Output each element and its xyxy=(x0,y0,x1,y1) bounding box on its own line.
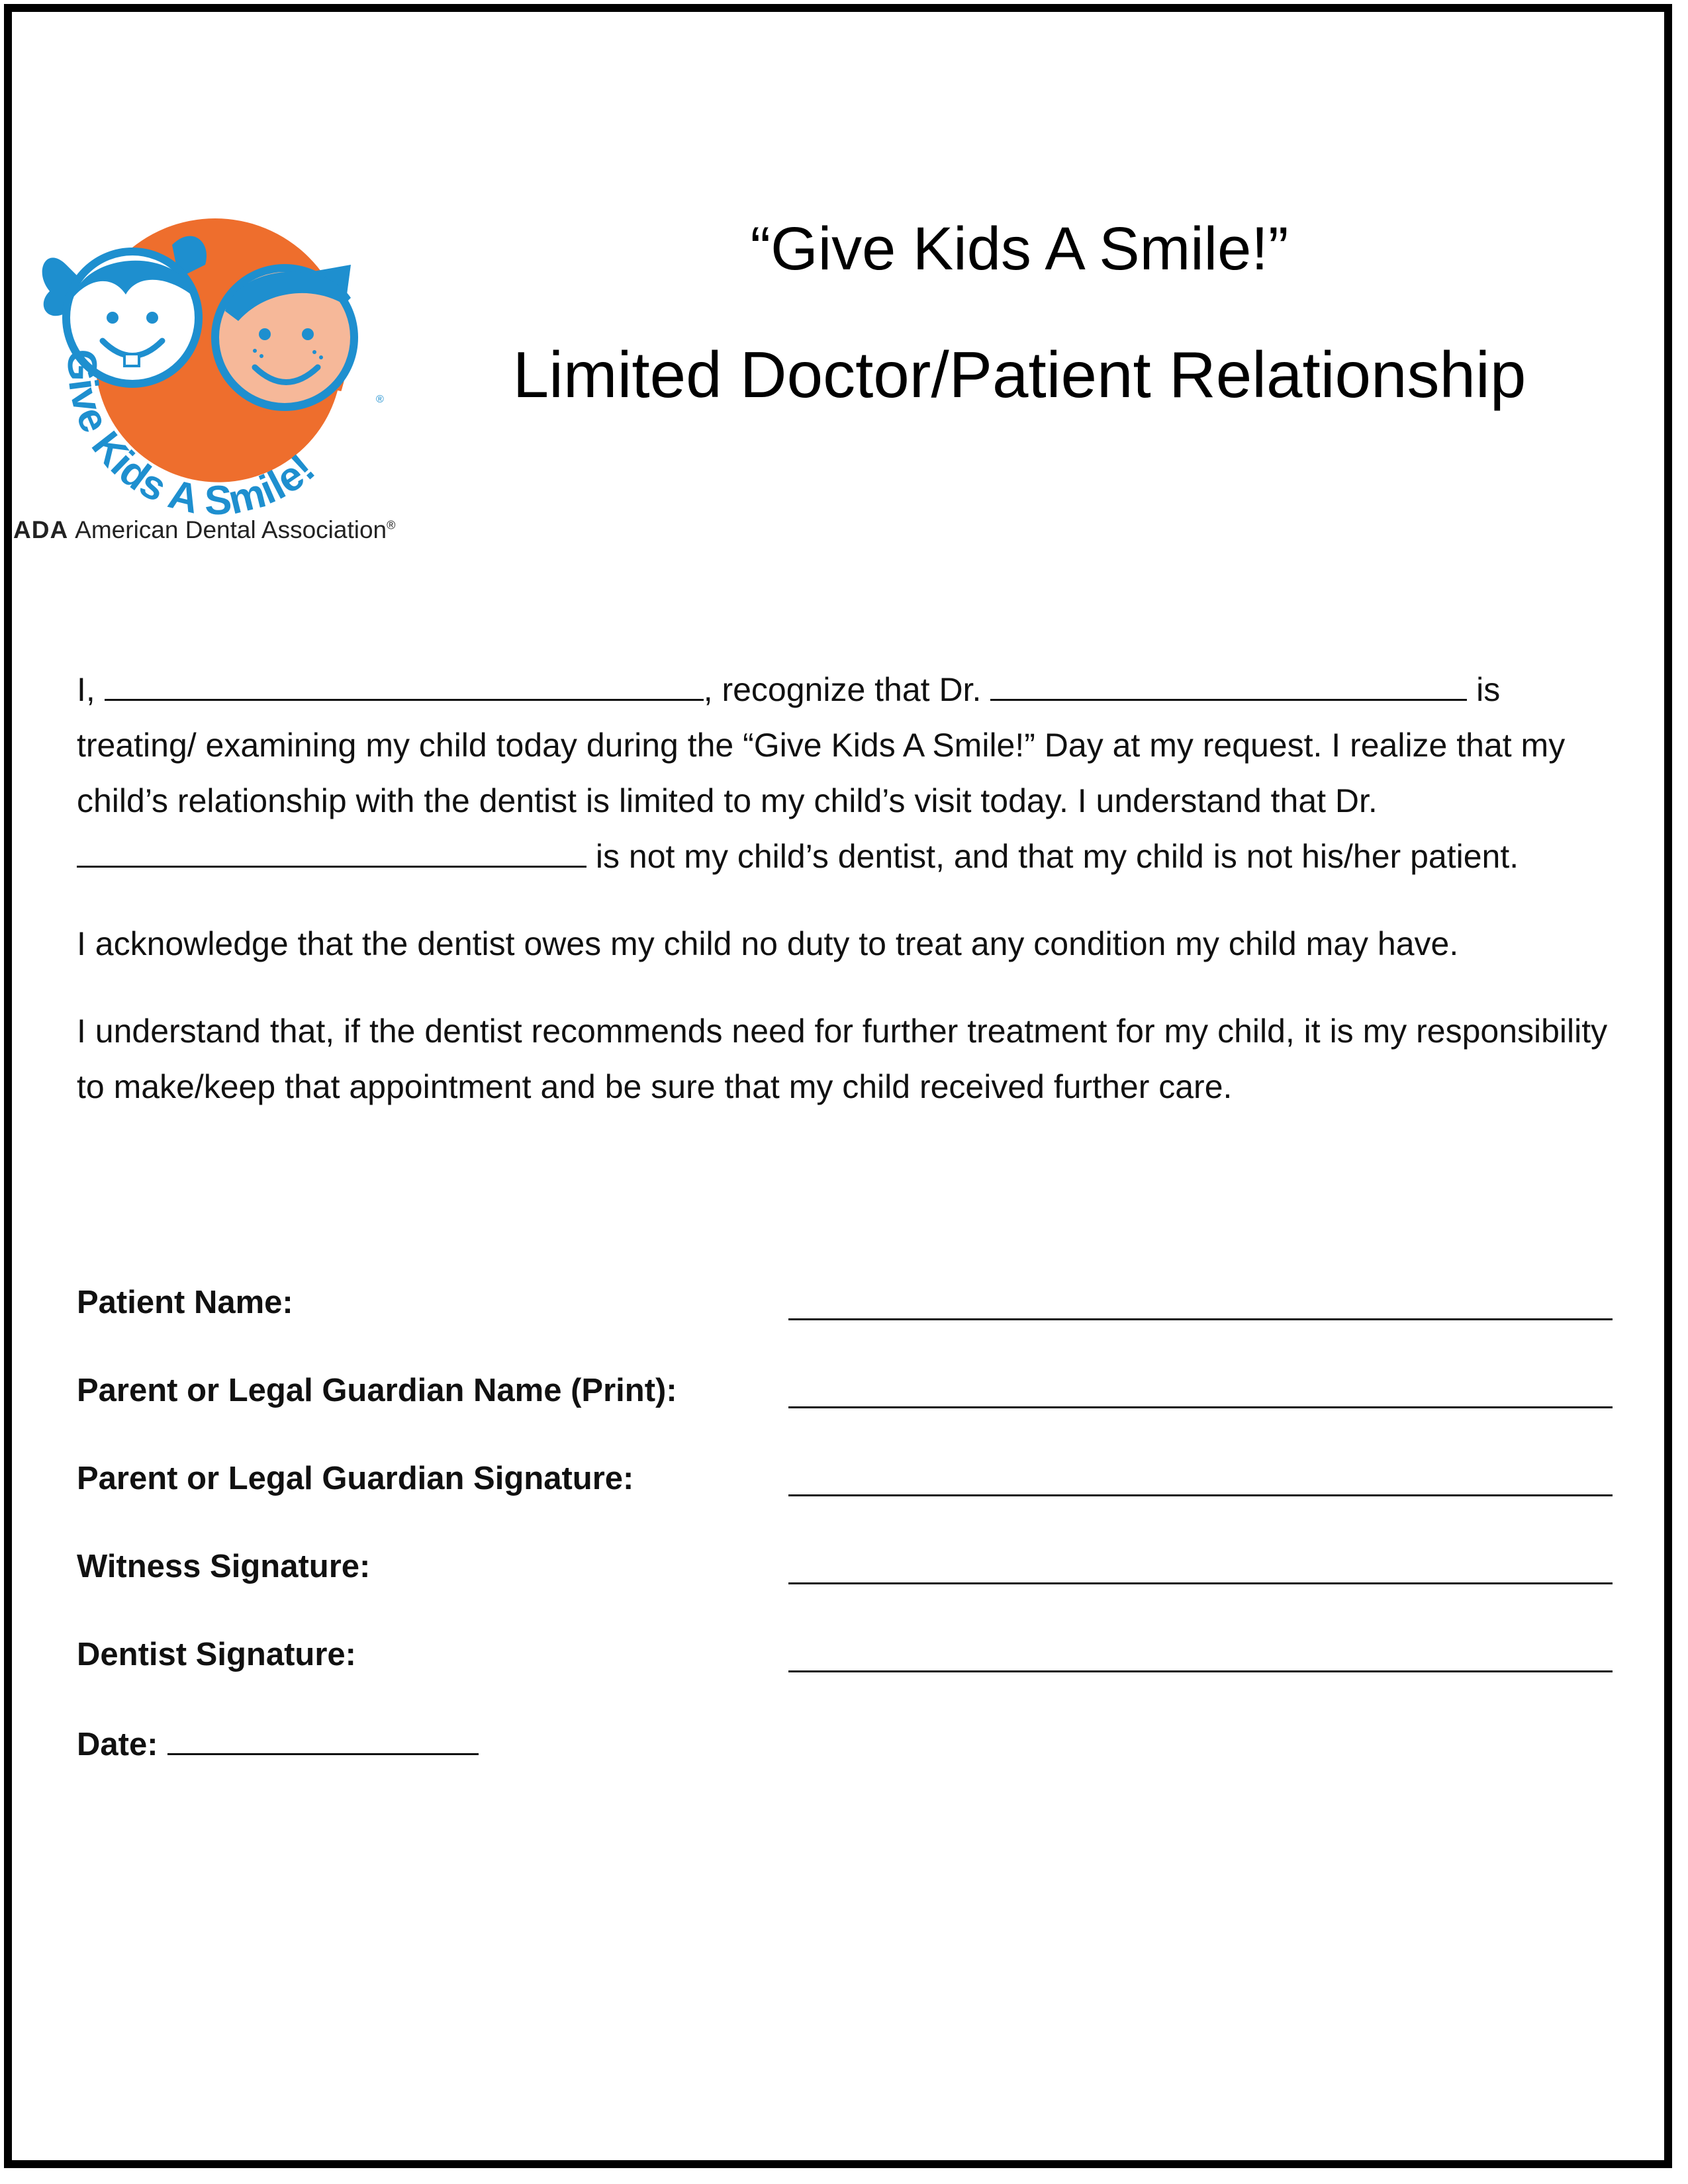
patient-name-label: Patient Name: xyxy=(77,1285,293,1320)
dentist-signature-field[interactable] xyxy=(788,1670,1613,1672)
ada-mark: ADA xyxy=(13,516,69,543)
date-label: Date: xyxy=(77,1727,158,1762)
paragraph-2: I acknowledge that the dentist owes my child no duty to treat any condition my child may have. xyxy=(77,925,1459,962)
guardian-name-blank[interactable] xyxy=(105,668,704,701)
paragraph-3: I understand that, if the dentist recommends need for further treatment for my child, it is my responsibility to make/keep that appointment and be sure that my child received further care. xyxy=(77,1013,1608,1105)
dentist-signature-row xyxy=(77,1636,1613,1724)
witness-signature-label: Witness Signature: xyxy=(77,1549,371,1584)
title-line-1: “Give Kids A Smile!” xyxy=(750,215,1289,283)
ada-wordmark: ADA American Dental Association® xyxy=(13,516,396,543)
witness-signature-row xyxy=(77,1548,1613,1636)
doctor-name-blank-2[interactable] xyxy=(77,835,586,868)
patient-name-row xyxy=(77,1284,1613,1372)
p1-text-a: I, xyxy=(77,671,105,708)
paragraph-1 xyxy=(77,662,1626,884)
ada-org-name: American Dental Association xyxy=(75,516,387,543)
svg-text:®: ® xyxy=(376,394,384,405)
consent-body xyxy=(77,662,1626,1146)
signature-section xyxy=(77,1284,1613,1777)
form-title xyxy=(463,215,1575,411)
p1-text-b: , recognize that Dr. xyxy=(703,671,991,708)
p1-text-d: is not my child’s dentist, and that my child is not his/her patient. xyxy=(586,838,1519,875)
witness-signature-field[interactable] xyxy=(788,1582,1613,1584)
dentist-signature-label: Dentist Signature: xyxy=(77,1637,356,1672)
guardian-signature-row xyxy=(77,1460,1613,1548)
guardian-signature-label: Parent or Legal Guardian Signature: xyxy=(77,1461,634,1496)
title-line-2: Limited Doctor/Patient Relationship xyxy=(512,338,1526,411)
guardian-name-label: Parent or Legal Guardian Name (Print): xyxy=(77,1373,677,1408)
p1-text-c: is treating/ examining my child today during the “Give Kids A Smile!” Day at my request. I realize that my child’s relationship with the dentist is limited to my child’s visit today. I understand that Dr. xyxy=(77,671,1566,819)
kids-smile-logo-icon xyxy=(26,205,397,516)
logo-arc-text: Give Kids A Smile! xyxy=(58,349,324,516)
guardian-signature-field[interactable] xyxy=(788,1494,1613,1496)
date-field[interactable] xyxy=(167,1724,479,1755)
doctor-name-blank[interactable] xyxy=(990,668,1467,701)
patient-name-field[interactable] xyxy=(788,1318,1613,1320)
guardian-name-field[interactable] xyxy=(788,1406,1613,1408)
guardian-name-row xyxy=(77,1372,1613,1460)
date-row xyxy=(77,1724,1613,1777)
give-kids-a-smile-logo xyxy=(13,205,450,549)
